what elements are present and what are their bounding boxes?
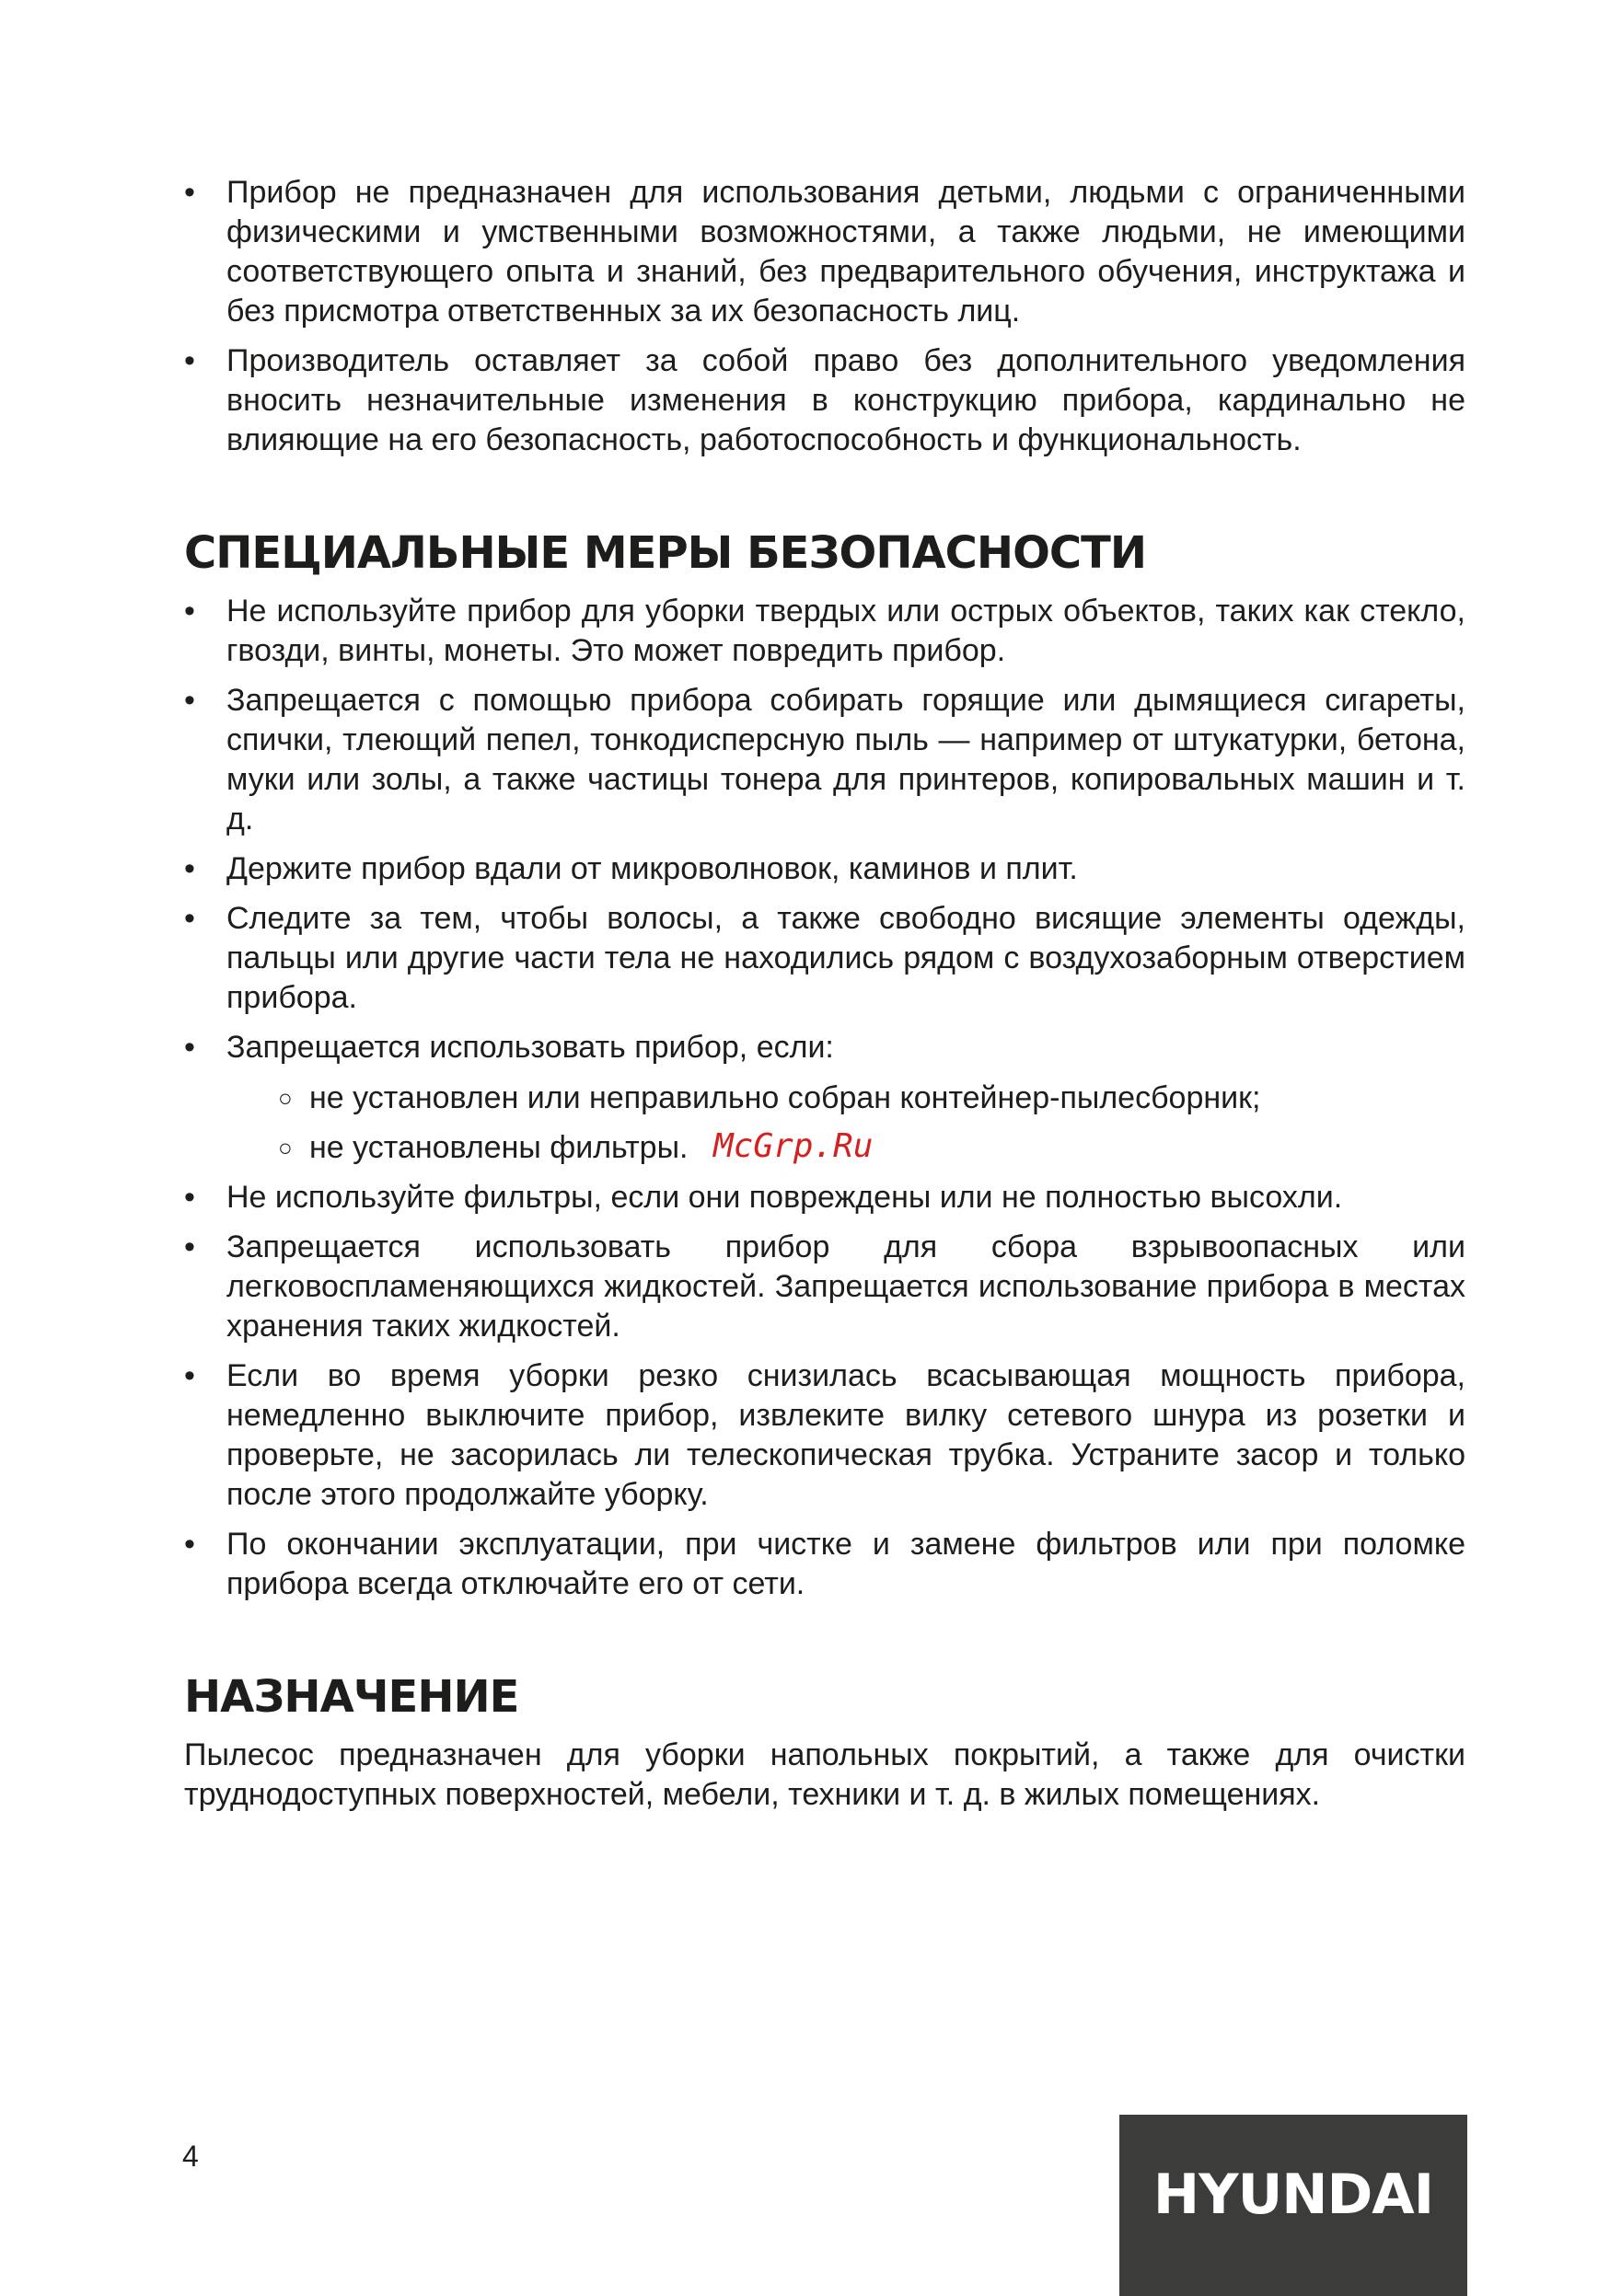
list-item: • Держите прибор вдали от микроволновок, каминов и плит. [184,849,1465,889]
sub-list-item: ○ не установлен или неправильно собран контейнер-пылесборник; [278,1079,1465,1118]
brand-logo-text: HYUNDAI [1152,2163,1434,2227]
list-item: • Не используйте фильтры, если они повреждены или не полностью высохли. [184,1178,1465,1217]
page-number: 4 [182,2140,199,2173]
brand-logo [1119,2115,1467,2296]
section-title-purpose: НАЗНАЧЕНИЕ [184,1671,519,1723]
purpose-text: Пылесос предназначен для уборки напольных покрытий, а также для очистки труднодоступных поверхностей, мебели, техники и т. д. в жилых помещениях. [184,1737,1465,1812]
safety-list [184,592,1465,1604]
list-item: • Следите за тем, чтобы волосы, а также свободно висящие элементы одежды, пальцы или другие части тела не находились рядом с воздухозаборным отверстием прибора. [184,899,1465,1018]
list-item: • По окончании эксплуатации, при чистке и замене фильтров или при поломке прибора всегда отключайте его от сети. [184,1525,1465,1604]
list-item: • Прибор не предназначен для использования детьми, людьми с ограниченными физическими и умственными возможностями, а также людьми, не имеющими соответствующего опыта и знаний, без предварительного обучения, инструктажа и без присмотра ответственных за их безопасность лиц. [184,173,1465,331]
page-content [184,173,1465,1815]
list-item: • Запрещается с помощью прибора собирать горящие или дымящиеся сигареты, спички, тлеющий пепел, тонкодисперсную пыль — например от штукатурки, бетона, муки или золы, а также частицы тонера для принтеров, копировальных машин и т. д. [184,681,1465,839]
list-item: • Производитель оставляет за собой право без дополнительного уведомления вносить незначительные изменения в конструкцию прибора, кардинально не влияющие на его безопасность, работоспособность и функциональность. [184,341,1465,460]
section-title-safety: СПЕЦИАЛЬНЫЕ МЕРЫ БЕЗОПАСНОСТИ [184,527,1147,579]
list-item-text: Запрещается использовать прибор, если: [226,1030,834,1065]
list-item: • Если во время уборки резко снизилась всасывающая мощность прибора, немедленно выключите прибор, извлеките вилку сетевого шнура из розетки и проверьте, не засорилась ли телескопическая трубка. Устраните засор и только после этого продолжайте уборку. [184,1356,1465,1515]
intro-list [184,173,1465,460]
list-item: • Запрещается использовать прибор для сбора взрывоопасных или легковоспламеняющихся жидкостей. Запрещается использование прибора в местах хранения таких жидкостей. [184,1228,1465,1346]
watermark: McGrp.Ru [713,1127,874,1165]
sub-list-item: ○ не установлены фильтры. [278,1128,1465,1168]
list-item: • Не используйте прибор для уборки твердых или острых объектов, таких как стекло, гвозди, винты, монеты. Это может повредить прибор. [184,592,1465,671]
